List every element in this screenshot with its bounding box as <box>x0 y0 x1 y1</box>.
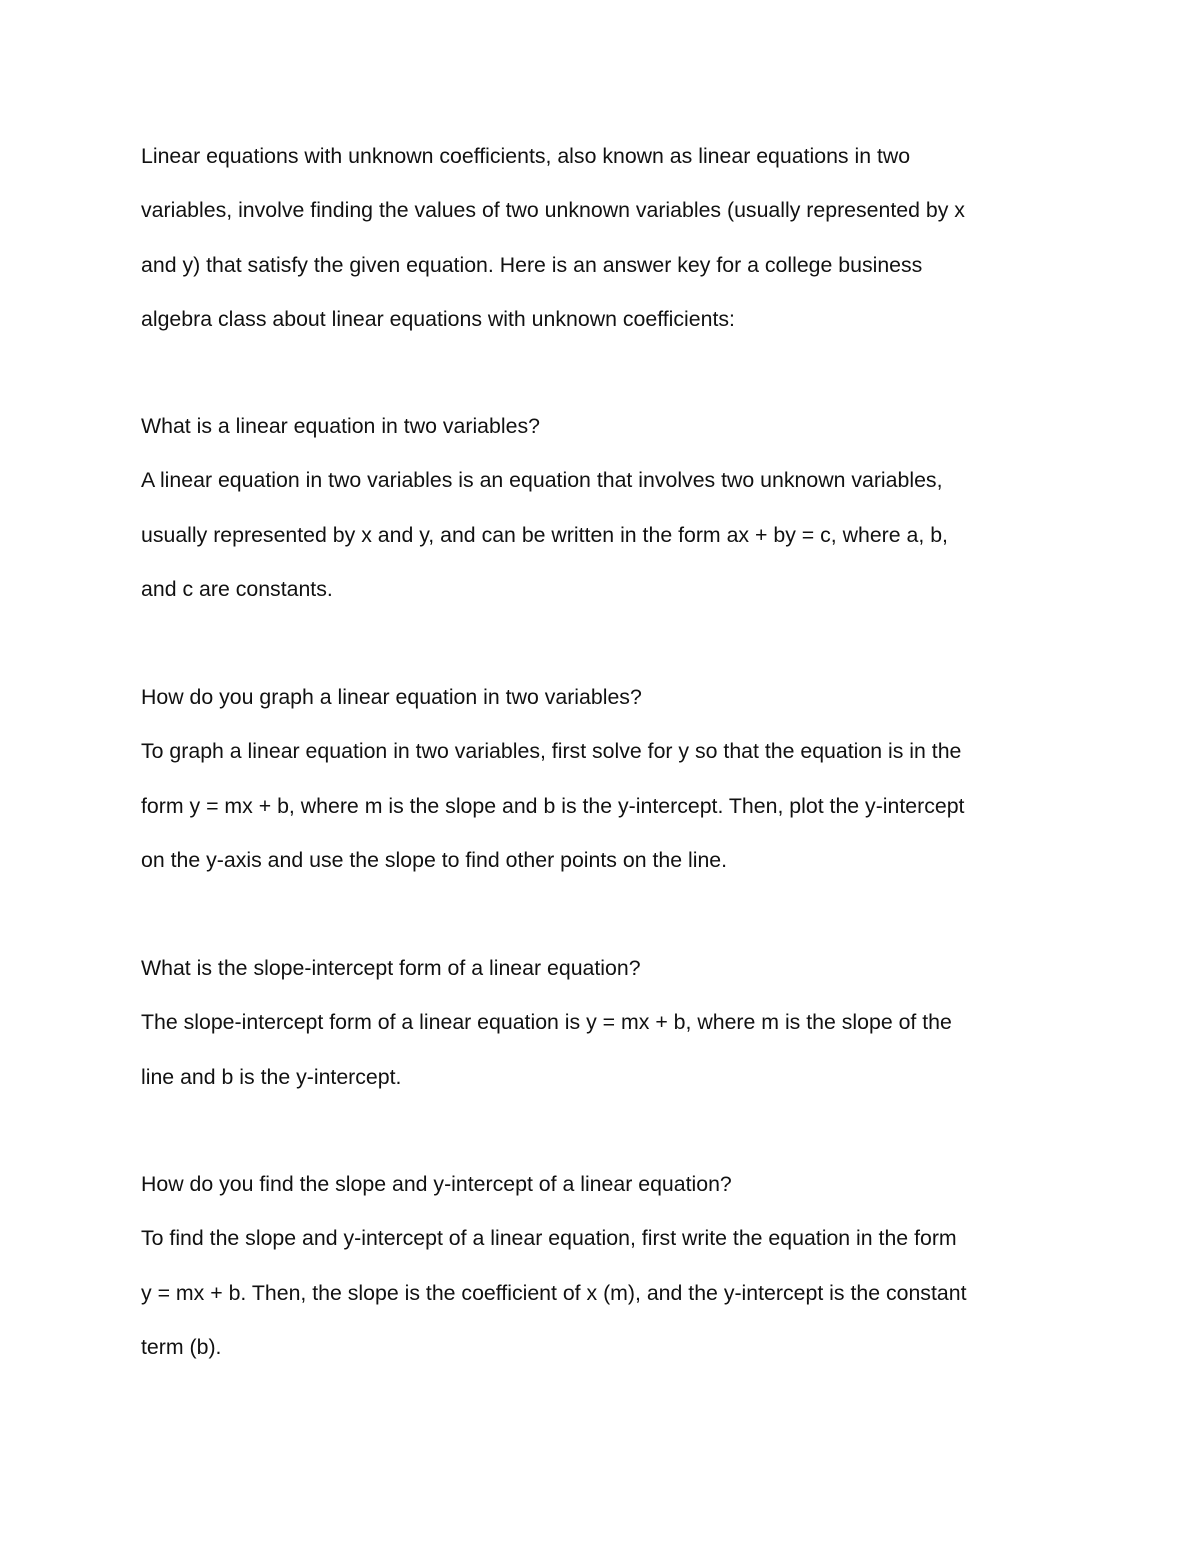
answer-line: form y = mx + b, where m is the slope and b is the y-intercept. Then, plot the y-intercept <box>141 793 965 818</box>
qa-section-3 <box>141 941 1061 1104</box>
answer-line: The slope-intercept form of a linear equation is y = mx + b, where m is the slope of the <box>141 1010 952 1035</box>
answer-line: term (b). <box>141 1334 222 1359</box>
answer-line: To graph a linear equation in two variables, first solve for y so that the equation is in the <box>141 739 962 764</box>
answer-line: usually represented by x and y, and can be written in the form ax + by = c, where a, b, <box>141 522 948 547</box>
answer-line: A linear equation in two variables is an equation that involves two unknown variables, <box>141 468 943 493</box>
intro-line: and y) that satisfy the given equation. Here is an answer key for a college business <box>141 252 923 277</box>
intro-line: Linear equations with unknown coefficients, also known as linear equations in two <box>141 144 911 168</box>
qa-section-4 <box>141 1157 1061 1374</box>
question-heading: What is a linear equation in two variables? <box>141 414 540 438</box>
question-heading: How do you graph a linear equation in two variables? <box>141 685 642 709</box>
answer-line: and c are constants. <box>141 576 333 601</box>
answer-line: on the y-axis and use the slope to find other points on the line. <box>141 847 728 872</box>
question-heading: What is the slope-intercept form of a linear equation? <box>141 956 641 980</box>
intro-paragraph <box>141 129 1061 346</box>
answer-line: line and b is the y-intercept. <box>141 1064 402 1089</box>
qa-section-2 <box>141 670 1061 887</box>
intro-line: variables, involve finding the values of two unknown variables (usually represented by x <box>141 198 965 223</box>
question-heading: How do you find the slope and y-intercept of a linear equation? <box>141 1172 732 1196</box>
answer-line: y = mx + b. Then, the slope is the coefficient of x (m), and the y-intercept is the constant <box>141 1280 967 1305</box>
answer-line: To find the slope and y-intercept of a linear equation, first write the equation in the form <box>141 1226 957 1251</box>
qa-section-1 <box>141 399 1061 616</box>
intro-line: algebra class about linear equations with unknown coefficients: <box>141 306 735 331</box>
